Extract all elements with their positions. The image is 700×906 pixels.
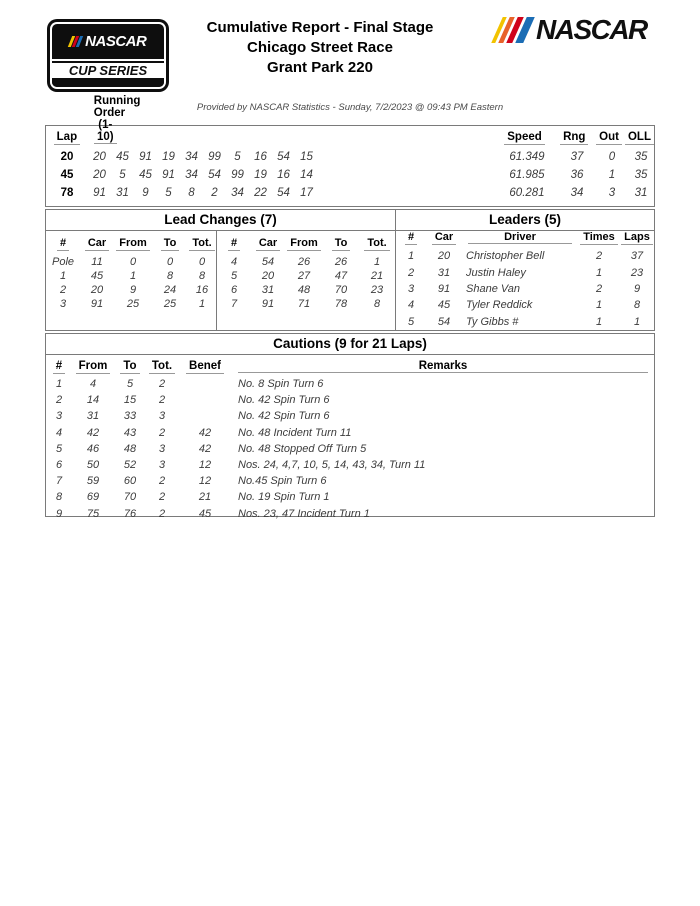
total-laps-cell: 2 <box>158 426 166 439</box>
column-header-total: Tot. <box>359 237 395 251</box>
caution-number-cell: 2 <box>55 394 63 407</box>
nascar-wordmark: NASCAR <box>536 14 647 45</box>
order-pos-10: 14 <box>300 169 313 181</box>
rng-cell: 37 <box>570 151 584 163</box>
lap-cell: 45 <box>60 169 74 181</box>
column-header-total: Tot. <box>146 360 178 374</box>
caution-row <box>46 408 654 424</box>
speed-cell: 61.985 <box>509 169 545 181</box>
cup-logo-series-text: CUP SERIES <box>68 63 148 78</box>
from-lap-cell: 14 <box>86 394 100 407</box>
car-cell: 54 <box>437 315 451 328</box>
caution-number-cell: 3 <box>55 410 63 423</box>
column-header-to: To <box>152 237 188 251</box>
cup-logo-nascar-text: NASCAR <box>85 33 147 50</box>
change-number-cell: 1 <box>59 270 67 282</box>
from-lap-cell: 31 <box>86 410 100 423</box>
from-lap-cell: 46 <box>86 442 100 455</box>
running-order-row <box>46 148 654 166</box>
times-led-cell: 1 <box>595 299 603 312</box>
beneficiary-cell: 45 <box>198 507 212 520</box>
laps-led-cell: 8 <box>633 299 641 312</box>
lead-changes-table <box>46 210 396 330</box>
from-lap-cell: 69 <box>86 491 100 504</box>
lead-changes-right-body <box>217 251 395 311</box>
rng-cell: 36 <box>570 169 584 181</box>
order-pos-7: 5 <box>234 151 241 163</box>
leaders-table <box>396 210 654 330</box>
column-header-benef: Benef <box>178 360 232 374</box>
to-lap-cell: 33 <box>123 410 137 423</box>
oll-cell: 35 <box>634 169 648 181</box>
running-order-row <box>46 166 654 184</box>
change-number-cell: 4 <box>230 256 238 268</box>
order-cells <box>88 151 496 163</box>
order-pos-8: 16 <box>254 151 267 163</box>
rank-cell: 2 <box>407 266 415 279</box>
change-number-cell: 5 <box>230 270 238 282</box>
lead-change-row <box>217 297 395 311</box>
driver-name-cell: Tyler Reddick <box>466 299 533 312</box>
caution-row <box>46 425 654 441</box>
caution-number-cell: 8 <box>55 491 63 504</box>
order-pos-1: 20 <box>93 151 106 163</box>
column-header-out: Out <box>593 131 625 145</box>
rank-cell: 5 <box>407 315 415 328</box>
out-cell: 0 <box>608 151 616 163</box>
running-order-body <box>46 145 654 202</box>
caution-number-cell: 1 <box>55 378 63 391</box>
car-cell: 91 <box>437 283 451 296</box>
to-lap-cell: 70 <box>123 491 137 504</box>
laps-led-cell: 37 <box>630 250 644 263</box>
from-lap-cell: 4 <box>89 378 97 391</box>
out-cell: 3 <box>608 187 616 199</box>
to-lap-cell: 48 <box>123 442 137 455</box>
total-laps-cell: 0 <box>198 256 206 268</box>
cautions-header-row <box>46 355 654 374</box>
order-pos-9: 54 <box>277 151 290 163</box>
order-pos-4: 5 <box>165 187 172 199</box>
times-led-cell: 1 <box>595 266 603 279</box>
leader-row <box>396 297 654 313</box>
caution-number-cell: 5 <box>55 442 63 455</box>
column-header-number: # <box>217 237 251 251</box>
caution-row <box>46 392 654 408</box>
lead-change-row <box>217 269 395 283</box>
beneficiary-cell: 12 <box>198 459 212 472</box>
nascar-stripes-icon <box>67 36 82 47</box>
column-header-to: To <box>323 237 359 251</box>
total-laps-cell: 1 <box>373 256 381 268</box>
column-header-car: Car <box>80 237 114 251</box>
total-laps-cell: 8 <box>198 270 206 282</box>
column-header-from: From <box>114 237 152 251</box>
nascar-bars-icon <box>491 17 535 43</box>
remarks-cell: No. 48 Stopped Off Turn 5 <box>238 442 367 455</box>
beneficiary-cell: 21 <box>198 491 212 504</box>
caution-row <box>46 457 654 473</box>
to-lap-cell: 47 <box>334 270 348 282</box>
caution-row <box>46 376 654 392</box>
order-pos-5: 34 <box>185 151 198 163</box>
order-pos-2: 5 <box>119 169 126 181</box>
lap-cell: 78 <box>60 187 74 199</box>
column-header-laps: Laps <box>620 231 654 245</box>
remarks-cell: Nos. 23, 47 Incident Turn 1 <box>238 507 370 520</box>
from-lap-cell: 50 <box>86 459 100 472</box>
remarks-cell: No. 48 Incident Turn 11 <box>238 426 352 439</box>
total-laps-cell: 3 <box>158 459 166 472</box>
order-pos-3: 45 <box>139 169 152 181</box>
change-number-cell: 2 <box>59 284 67 296</box>
lead-change-row <box>46 297 216 311</box>
remarks-cell: No. 42 Spin Turn 6 <box>238 394 330 407</box>
remarks-cell: No. 42 Spin Turn 6 <box>238 410 330 423</box>
caution-number-cell: 6 <box>55 459 63 472</box>
caution-number-cell: 7 <box>55 475 63 488</box>
driver-name-cell: Christopher Bell <box>466 250 545 263</box>
lead-change-row <box>217 283 395 297</box>
order-pos-4: 91 <box>162 169 175 181</box>
order-pos-7: 34 <box>231 187 244 199</box>
column-header-speed: Speed <box>494 131 556 145</box>
order-cells <box>88 169 496 181</box>
total-laps-cell: 16 <box>195 284 209 296</box>
lap-cell: 20 <box>60 151 74 163</box>
rank-cell: 3 <box>407 283 415 296</box>
to-lap-cell: 60 <box>123 475 137 488</box>
car-cell: 45 <box>437 299 451 312</box>
cautions-title: Cautions (9 for 21 Laps) <box>46 334 654 355</box>
from-lap-cell: 75 <box>86 507 100 520</box>
change-number-cell: 7 <box>230 298 238 310</box>
car-cell: 20 <box>261 270 275 282</box>
cautions-body <box>46 374 654 522</box>
column-header-lap: Lap <box>46 131 88 145</box>
remarks-cell: No.45 Spin Turn 6 <box>238 475 327 488</box>
remarks-cell: No. 8 Spin Turn 6 <box>238 378 324 391</box>
total-laps-cell: 2 <box>158 378 166 391</box>
order-pos-4: 19 <box>162 151 175 163</box>
column-header-total: Tot. <box>188 237 216 251</box>
lead-change-row <box>46 255 216 269</box>
order-pos-5: 8 <box>188 187 195 199</box>
remarks-cell: No. 19 Spin Turn 1 <box>238 491 330 504</box>
order-pos-6: 99 <box>208 151 221 163</box>
order-pos-8: 19 <box>254 169 267 181</box>
from-lap-cell: 1 <box>129 270 137 282</box>
leaders-body <box>396 245 654 330</box>
nascar-logo <box>497 15 647 45</box>
total-laps-cell: 21 <box>370 270 384 282</box>
column-header-times: Times <box>578 231 620 245</box>
report-title-line2: Chicago Street Race <box>247 39 393 56</box>
total-laps-cell: 3 <box>158 410 166 423</box>
car-cell: 31 <box>437 266 451 279</box>
rank-cell: 4 <box>407 299 415 312</box>
provided-by-line: Provided by NASCAR Statistics - Sunday, 7/2/2023 @ 09:43 PM Eastern <box>196 102 504 113</box>
order-pos-3: 91 <box>139 151 152 163</box>
order-pos-6: 2 <box>211 187 218 199</box>
caution-row <box>46 506 654 522</box>
to-lap-cell: 5 <box>126 378 134 391</box>
order-pos-10: 17 <box>300 187 313 199</box>
from-lap-cell: 71 <box>297 298 311 310</box>
order-pos-2: 45 <box>116 151 129 163</box>
column-header-car: Car <box>426 231 462 245</box>
to-lap-cell: 26 <box>334 256 348 268</box>
lead-change-row <box>217 255 395 269</box>
caution-row <box>46 473 654 489</box>
times-led-cell: 1 <box>595 315 603 328</box>
to-lap-cell: 43 <box>123 426 137 439</box>
car-cell: 11 <box>91 256 103 268</box>
change-number-cell: 3 <box>59 298 67 310</box>
column-header-number: # <box>46 237 80 251</box>
oll-cell: 35 <box>634 151 648 163</box>
laps-led-cell: 23 <box>630 266 644 279</box>
car-cell: 20 <box>437 250 451 263</box>
to-lap-cell: 70 <box>334 284 348 296</box>
change-number-cell: Pole <box>51 256 75 268</box>
car-cell: 91 <box>261 298 275 310</box>
change-number-cell: 6 <box>230 284 238 296</box>
car-cell: 20 <box>90 284 104 296</box>
report-title-line1: Cumulative Report - Final Stage <box>206 19 434 36</box>
leaders-header-row <box>396 231 654 245</box>
lead-changes-header-row <box>46 233 216 251</box>
caution-number-cell: 9 <box>55 507 63 520</box>
total-laps-cell: 2 <box>158 491 166 504</box>
laps-led-cell: 9 <box>633 283 641 296</box>
order-pos-9: 54 <box>277 187 290 199</box>
lead-change-row <box>46 283 216 297</box>
total-laps-cell: 3 <box>158 442 166 455</box>
caution-row <box>46 441 654 457</box>
times-led-cell: 2 <box>595 250 603 263</box>
to-lap-cell: 25 <box>163 298 177 310</box>
order-pos-5: 34 <box>185 169 198 181</box>
column-header-running-order: Running Order (1-10) <box>93 95 141 143</box>
beneficiary-cell: 12 <box>198 475 212 488</box>
column-header-number: # <box>396 231 426 245</box>
order-pos-7: 99 <box>231 169 244 181</box>
running-order-row <box>46 184 654 202</box>
rank-cell: 1 <box>407 250 415 263</box>
times-led-cell: 2 <box>595 283 603 296</box>
to-lap-cell: 52 <box>123 459 137 472</box>
caution-row <box>46 489 654 505</box>
column-header-oll: OLL <box>625 131 654 145</box>
caution-number-cell: 4 <box>55 426 63 439</box>
from-lap-cell: 26 <box>297 256 311 268</box>
remarks-cell: Nos. 24, 4,7, 10, 5, 14, 43, 34, Turn 11 <box>238 459 426 472</box>
column-header-driver: Driver <box>462 231 578 245</box>
car-cell: 91 <box>90 298 104 310</box>
column-header-remarks: Remarks <box>232 360 654 374</box>
lead-changes-left-group <box>46 231 216 330</box>
to-lap-cell: 0 <box>166 256 174 268</box>
lead-changes-header-row <box>217 233 395 251</box>
total-laps-cell: 23 <box>370 284 384 296</box>
order-pos-9: 16 <box>277 169 290 181</box>
to-lap-cell: 15 <box>123 394 137 407</box>
cup-logo-bottom-bar <box>52 80 164 87</box>
from-lap-cell: 0 <box>129 256 137 268</box>
order-cells <box>88 187 496 199</box>
from-lap-cell: 48 <box>297 284 311 296</box>
to-lap-cell: 76 <box>123 507 137 520</box>
order-pos-8: 22 <box>254 187 267 199</box>
total-laps-cell: 2 <box>158 475 166 488</box>
total-laps-cell: 2 <box>158 507 166 520</box>
column-header-from: From <box>72 360 114 374</box>
total-laps-cell: 8 <box>373 298 381 310</box>
report-title-block <box>130 18 510 78</box>
order-pos-6: 54 <box>208 169 221 181</box>
driver-name-cell: Shane Van <box>466 283 521 296</box>
to-lap-cell: 24 <box>163 284 177 296</box>
column-header-from: From <box>285 237 323 251</box>
order-pos-2: 31 <box>116 187 129 199</box>
total-laps-cell: 1 <box>198 298 206 310</box>
column-header-car: Car <box>251 237 285 251</box>
beneficiary-cell: 42 <box>198 442 212 455</box>
column-header-number: # <box>46 360 72 374</box>
laps-led-cell: 1 <box>633 315 641 328</box>
out-cell: 1 <box>608 169 616 181</box>
from-lap-cell: 42 <box>86 426 100 439</box>
lead-changes-title: Lead Changes (7) <box>46 210 395 231</box>
order-pos-10: 15 <box>300 151 313 163</box>
order-pos-3: 9 <box>142 187 149 199</box>
leader-row <box>396 264 654 280</box>
car-cell: 45 <box>90 270 104 282</box>
lead-changes-left-body <box>46 251 216 311</box>
car-cell: 31 <box>261 284 275 296</box>
from-lap-cell: 9 <box>129 284 137 296</box>
report-title-line3: Grant Park 220 <box>267 59 373 76</box>
from-lap-cell: 59 <box>86 475 100 488</box>
lead-change-row <box>46 269 216 283</box>
leader-row <box>396 281 654 297</box>
to-lap-cell: 8 <box>166 270 174 282</box>
rng-cell: 34 <box>570 187 584 199</box>
to-lap-cell: 78 <box>334 298 348 310</box>
column-header-to: To <box>114 360 146 374</box>
speed-cell: 60.281 <box>509 187 545 199</box>
from-lap-cell: 25 <box>126 298 140 310</box>
column-header-rng: Rng <box>555 131 593 145</box>
total-laps-cell: 2 <box>158 394 166 407</box>
speed-cell: 61.349 <box>509 151 545 163</box>
beneficiary-cell: 42 <box>198 426 212 439</box>
car-cell: 54 <box>261 256 275 268</box>
driver-name-cell: Ty Gibbs # <box>466 315 519 328</box>
leaders-title: Leaders (5) <box>396 210 654 231</box>
driver-name-cell: Justin Haley <box>466 266 526 279</box>
order-pos-1: 20 <box>93 169 106 181</box>
cautions-table <box>45 333 655 520</box>
from-lap-cell: 27 <box>297 270 311 282</box>
leader-row <box>396 314 654 330</box>
leader-row <box>396 248 654 264</box>
oll-cell: 31 <box>634 187 648 199</box>
lead-changes-right-group <box>216 231 395 330</box>
middle-tables-box <box>45 209 655 331</box>
order-pos-1: 91 <box>93 187 106 199</box>
